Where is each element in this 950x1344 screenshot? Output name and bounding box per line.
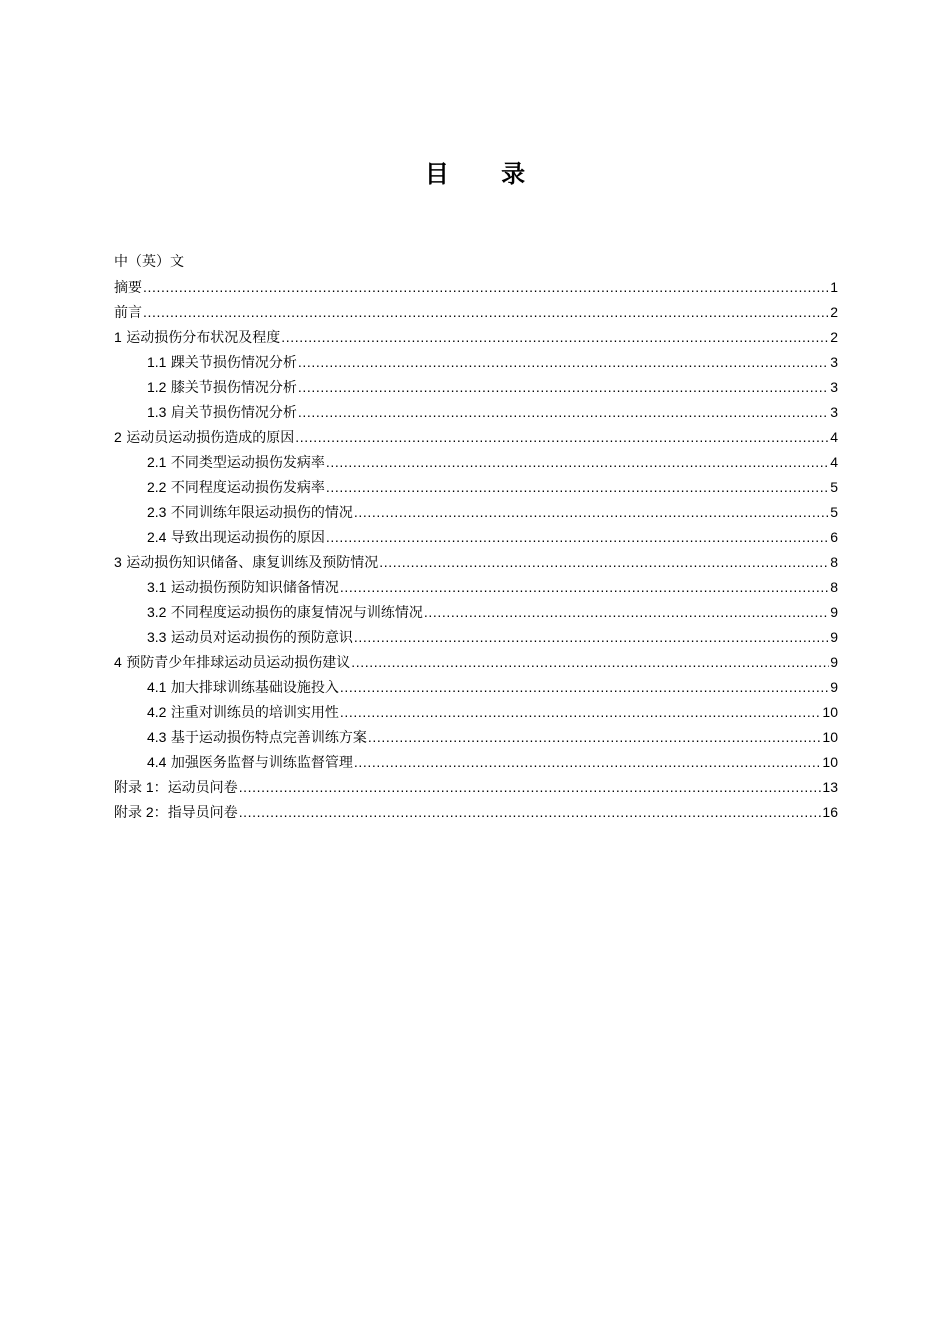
toc-entry-label <box>147 400 297 426</box>
toc-dot-leader <box>239 800 822 825</box>
toc-entry-title: 摘要 <box>114 280 142 296</box>
toc-entry-number: 3.1 <box>147 579 167 595</box>
toc-dot-leader <box>354 625 829 650</box>
toc-entry-number: 4.3 <box>147 729 167 745</box>
toc-entry-title: 加大排球训练基础设施投入 <box>170 680 339 696</box>
toc-entry[interactable] <box>114 275 838 300</box>
toc-heading-text: 中（英）文 <box>114 254 184 270</box>
toc-entry[interactable] <box>114 775 838 800</box>
table-of-contents <box>114 250 838 825</box>
toc-entry-number: 1.3 <box>147 404 167 420</box>
toc-dot-leader <box>326 525 829 550</box>
toc-dot-leader <box>340 575 829 600</box>
toc-entry[interactable] <box>114 300 838 325</box>
toc-entry[interactable] <box>114 325 838 350</box>
toc-entry[interactable] <box>114 400 838 425</box>
toc-entry-label <box>147 725 367 751</box>
toc-dot-leader <box>368 725 822 750</box>
toc-page-number: 9 <box>830 629 838 645</box>
toc-page-number: 9 <box>830 679 838 695</box>
toc-entry-number: 4.4 <box>147 754 167 770</box>
toc-entry-number: 1.1 <box>147 354 167 370</box>
toc-dot-leader <box>239 775 822 800</box>
toc-dot-leader <box>298 400 829 425</box>
toc-page-number: 6 <box>830 529 838 545</box>
toc-page-number: 13 <box>822 779 838 795</box>
toc-dot-leader <box>298 375 829 400</box>
toc-entry-label <box>147 625 353 651</box>
toc-entry-title: 前言 <box>114 305 142 321</box>
toc-entry-label <box>147 450 325 476</box>
toc-entry[interactable] <box>114 750 838 775</box>
toc-entry-title: 运动员问卷 <box>167 780 238 796</box>
toc-dot-leader <box>143 275 829 300</box>
toc-entry-title: 加强医务监督与训练监督管理 <box>170 755 353 771</box>
toc-entry[interactable] <box>114 375 838 400</box>
toc-entry-number: 4 <box>114 654 122 670</box>
toc-entry[interactable] <box>114 675 838 700</box>
toc-entry-number: 1.2 <box>147 379 167 395</box>
toc-entry-number: 3.2 <box>147 604 167 620</box>
toc-entry-label <box>114 301 142 326</box>
toc-entry-title: 注重对训练员的培训实用性 <box>170 705 339 721</box>
toc-page-number: 2 <box>830 329 838 345</box>
toc-page-number: 5 <box>830 479 838 495</box>
toc-entry-number: 4.2 <box>147 704 167 720</box>
toc-dot-leader <box>424 600 829 625</box>
toc-entry[interactable] <box>114 475 838 500</box>
toc-page-number: 1 <box>830 279 838 295</box>
toc-entry[interactable] <box>114 700 838 725</box>
toc-entry-title: 预防青少年排球运动员运动损伤建议 <box>126 655 351 671</box>
page-title: 目 录 <box>424 160 548 188</box>
toc-entry-title: 膝关节损伤情况分析 <box>170 380 297 396</box>
toc-entry-number: 附录 2： <box>114 804 168 820</box>
toc-entry[interactable] <box>114 550 838 575</box>
toc-entry-label <box>147 350 297 376</box>
toc-entry-label <box>147 750 353 776</box>
toc-entry-title: 肩关节损伤情况分析 <box>170 405 297 421</box>
toc-dot-leader <box>298 350 829 375</box>
toc-entry[interactable] <box>114 800 838 825</box>
toc-entry-label <box>147 375 297 401</box>
toc-entry-number: 2.4 <box>147 529 167 545</box>
toc-dot-leader <box>295 425 829 450</box>
toc-entry-label <box>114 425 294 451</box>
toc-dot-leader <box>326 475 829 500</box>
toc-entry[interactable] <box>114 725 838 750</box>
toc-entry-number: 2.3 <box>147 504 167 520</box>
toc-page-number: 3 <box>830 404 838 420</box>
toc-entry[interactable] <box>114 350 838 375</box>
toc-entry-number: 2.2 <box>147 479 167 495</box>
toc-entry-label <box>114 276 142 301</box>
toc-page-number: 9 <box>830 604 838 620</box>
toc-entry-number: 3 <box>114 554 122 570</box>
toc-page-number: 8 <box>830 579 838 595</box>
toc-entry[interactable] <box>114 425 838 450</box>
toc-entry-title: 导致出现运动损伤的原因 <box>170 530 325 546</box>
toc-heading-line <box>114 250 838 275</box>
toc-entry-number: 2.1 <box>147 454 167 470</box>
toc-entry-number: 附录 1： <box>114 779 168 795</box>
toc-entry-label <box>147 475 325 501</box>
toc-page-number: 4 <box>830 429 838 445</box>
toc-dot-leader <box>340 675 829 700</box>
toc-entry[interactable] <box>114 450 838 475</box>
toc-page-number: 10 <box>822 729 838 745</box>
toc-dot-leader <box>281 325 829 350</box>
toc-entry-title: 运动员运动损伤造成的原因 <box>126 430 295 446</box>
toc-page-number: 2 <box>830 304 838 320</box>
toc-entry-number: 1 <box>114 329 122 345</box>
toc-entry-title: 指导员问卷 <box>167 805 238 821</box>
toc-entry-number: 4.1 <box>147 679 167 695</box>
toc-entry[interactable] <box>114 625 838 650</box>
toc-entry-label <box>114 800 238 826</box>
toc-entry-title: 基于运动损伤特点完善训练方案 <box>170 730 367 746</box>
toc-dot-leader <box>354 500 829 525</box>
toc-entry-title: 运动损伤知识储备、康复训练及预防情况 <box>126 555 379 571</box>
toc-page-number: 9 <box>830 654 838 670</box>
toc-entry-title: 不同类型运动损伤发病率 <box>170 455 325 471</box>
toc-page-number: 10 <box>822 704 838 720</box>
toc-entry-title: 踝关节损伤情况分析 <box>170 355 297 371</box>
toc-entry-label <box>147 525 325 551</box>
toc-page-number: 16 <box>822 804 838 820</box>
toc-dot-leader <box>326 450 829 475</box>
toc-entry-label <box>147 600 423 626</box>
toc-entry-title: 运动损伤预防知识储备情况 <box>170 580 339 596</box>
toc-entry-title: 不同训练年限运动损伤的情况 <box>170 505 353 521</box>
toc-entry-title: 不同程度运动损伤的康复情况与训练情况 <box>170 605 423 621</box>
toc-entry-label <box>114 650 350 676</box>
toc-page-number: 8 <box>830 554 838 570</box>
toc-page-number: 3 <box>830 354 838 370</box>
toc-dot-leader <box>379 550 829 575</box>
toc-entry-label <box>147 575 339 601</box>
toc-entry-number: 3.3 <box>147 629 167 645</box>
toc-dot-leader <box>354 750 822 775</box>
toc-entry[interactable] <box>114 525 838 550</box>
toc-entry-label <box>147 675 339 701</box>
toc-entry-label <box>147 500 353 526</box>
toc-entry[interactable] <box>114 650 838 675</box>
toc-entry[interactable] <box>114 575 838 600</box>
toc-page-number: 10 <box>822 754 838 770</box>
toc-page-number: 5 <box>830 504 838 520</box>
toc-dot-leader <box>340 700 822 725</box>
toc-entry-label <box>114 775 238 801</box>
toc-entry-title: 不同程度运动损伤发病率 <box>170 480 325 496</box>
toc-entry-label <box>114 550 378 576</box>
toc-entry[interactable] <box>114 500 838 525</box>
toc-entry-label <box>114 325 280 351</box>
toc-page-number: 4 <box>830 454 838 470</box>
toc-entry-label <box>147 700 339 726</box>
toc-entry-title: 运动员对运动损伤的预防意识 <box>170 630 353 646</box>
toc-page-number: 3 <box>830 379 838 395</box>
toc-dot-leader <box>351 650 829 675</box>
toc-entry-number: 2 <box>114 429 122 445</box>
toc-entry-title: 运动损伤分布状况及程度 <box>126 330 281 346</box>
toc-entry[interactable] <box>114 600 838 625</box>
toc-dot-leader <box>143 300 829 325</box>
